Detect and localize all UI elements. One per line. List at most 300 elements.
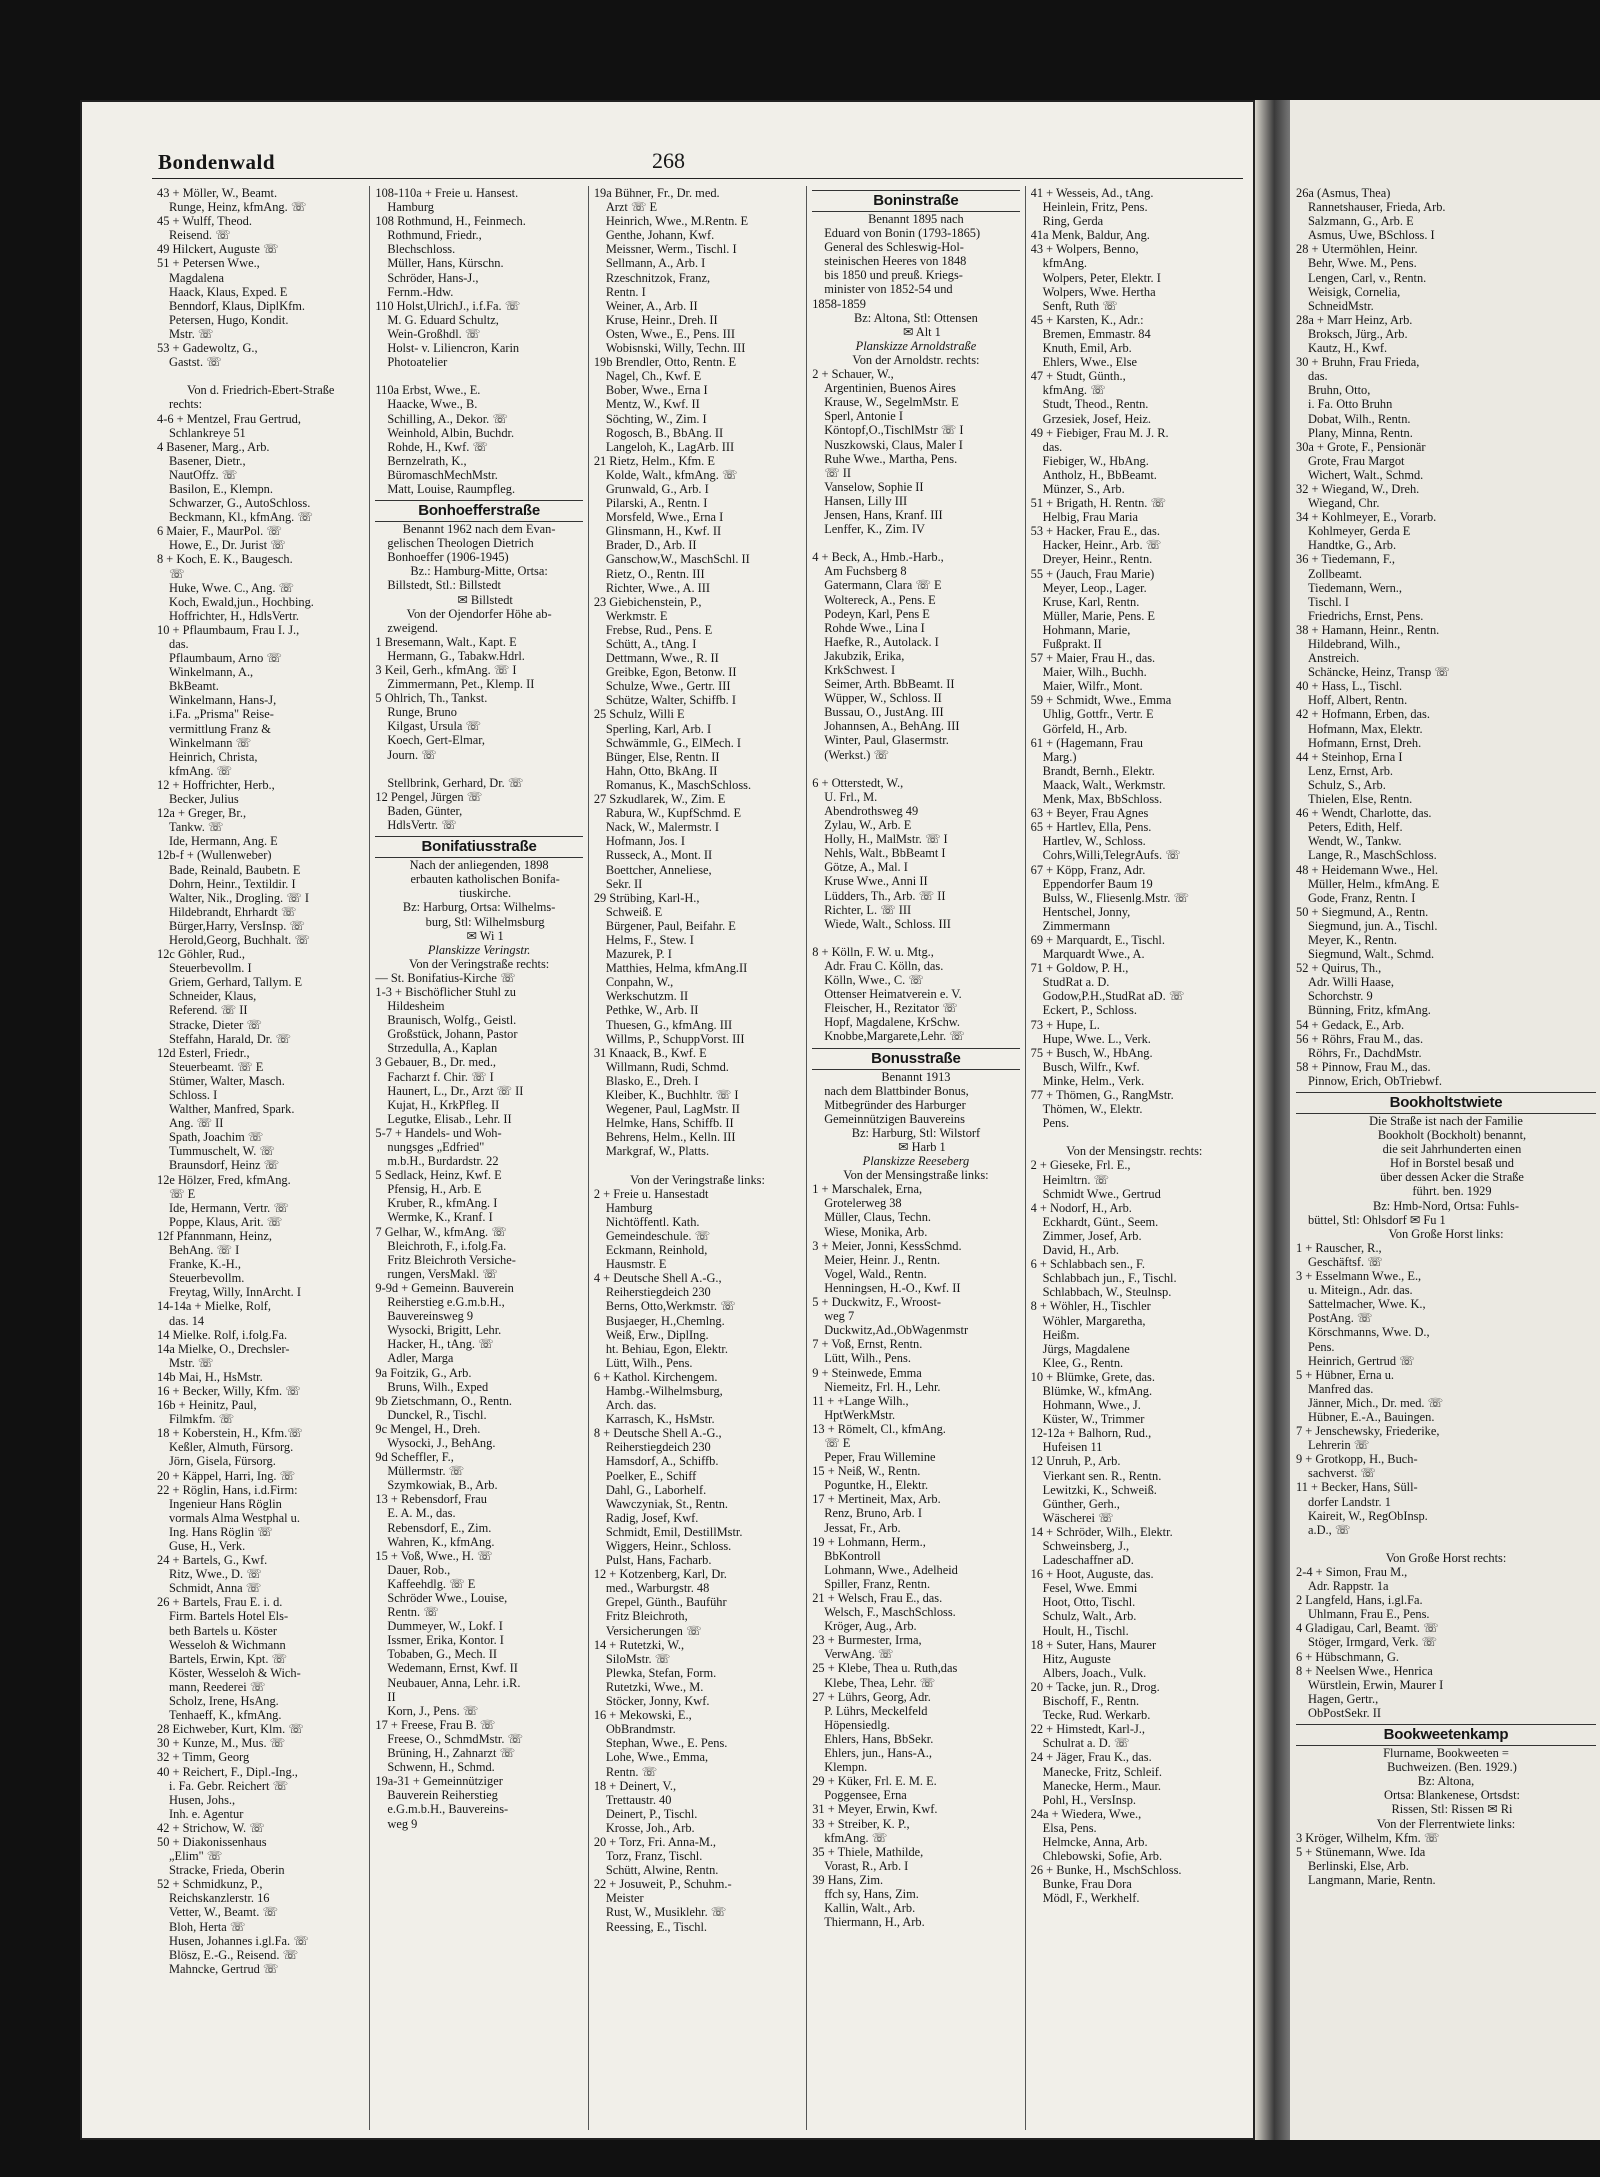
- directory-entry: 8 + Wöhler, H., Tischler: [1030, 1299, 1151, 1314]
- directory-entry: Vierkant sen. R., Rentn.: [1042, 1468, 1162, 1483]
- directory-entry: weg 7: [824, 1309, 855, 1324]
- directory-entry: Vetter, W., Beamt. ☏: [169, 1905, 278, 1920]
- directory-entry: Kautz, H., Kwf.: [1308, 341, 1388, 356]
- directory-entry: Lütt, Wilh., Pens.: [605, 1355, 693, 1370]
- directory-entry: 9-9d + Gemeinn. Bauverein: [375, 1280, 514, 1295]
- directory-entry: i. Fa. Gebr. Reichert ☏: [169, 1778, 289, 1793]
- directory-entry: Nack, W., Malermstr. I: [605, 820, 720, 835]
- directory-entry: Wobisnski, Willy, Techn. III: [605, 341, 746, 356]
- facing-page-column: [1296, 186, 1596, 2130]
- directory-entry: Bz.: Hamburg-Mitte, Ortsa:: [410, 564, 548, 579]
- directory-entry: Braunsdorf, Heinz ☏: [169, 1158, 280, 1173]
- directory-entry: 15 + Neiß, W., Rentn.: [812, 1464, 921, 1479]
- directory-entry: 9c Mengel, H., Dreh.: [375, 1421, 481, 1436]
- directory-entry: Uhlig, Gottfr., Vertr. E: [1042, 707, 1154, 722]
- directory-entry: Peper, Frau Willemine: [824, 1450, 936, 1465]
- directory-entry: Ehlers, Hans, BbSekr.: [824, 1731, 934, 1746]
- directory-entry: Handtke, G., Arb.: [1308, 538, 1397, 553]
- directory-entry: 51 + Brigath, H. Rentn. ☏: [1030, 496, 1166, 511]
- directory-entry: Winkelmann, A.,: [169, 665, 254, 680]
- directory-entry: Schwenn, H., Schmd.: [387, 1760, 495, 1775]
- directory-entry: Wahren, K., kfmAng.: [387, 1534, 495, 1549]
- directory-entry: Hacker, Heinr., Arb. ☏: [1042, 538, 1162, 553]
- directory-entry: Holst- v. Liliencron, Karin: [387, 341, 520, 356]
- directory-entry: 2 + Gieseke, Frl. E.,: [1030, 1158, 1131, 1173]
- directory-entry: Helmcke, Anna, Arb.: [1042, 1834, 1148, 1849]
- directory-entry: Versicherungen ☏: [605, 1623, 702, 1638]
- directory-entry: Schwarzer, G., AutoSchloss.: [169, 496, 311, 511]
- directory-entry: 30a + Grote, F., Pensionär: [1296, 439, 1426, 454]
- directory-entry: Senft, Ruth ☏: [1042, 298, 1118, 313]
- directory-entry: Müller, Marie, Pens. E: [1042, 608, 1155, 623]
- directory-entry: i. Fa. Otto Bruhn: [1308, 397, 1393, 412]
- directory-entry: 40 + Reichert, F., Dipl.-Ing.,: [157, 1764, 298, 1779]
- directory-entry: Müllermstr. ☏: [387, 1464, 465, 1479]
- directory-entry: Kaffeehdlg. ☏ E: [387, 1576, 476, 1591]
- directory-entry: 2 + Freie u. Hansestadt: [593, 1186, 709, 1201]
- directory-entry: 12 + Hoffrichter, Herb.,: [157, 777, 275, 792]
- directory-entry: Basener, Dietr.,: [169, 453, 246, 468]
- directory-entry: Lohe, Wwe., Emma,: [605, 1750, 709, 1765]
- directory-entry: 6 + Hübschmann, G.: [1296, 1649, 1400, 1664]
- directory-entry: Söchting, W., Zim. I: [605, 411, 707, 426]
- directory-entry: Godow,P.H.,StudRat aD. ☏: [1042, 989, 1185, 1004]
- directory-entry: Buchweizen. (Ben. 1929.): [1387, 1760, 1517, 1775]
- directory-entry: Schäncke, Heinz, Transp ☏: [1308, 665, 1450, 680]
- directory-entry: Winkelmann ☏: [169, 735, 252, 750]
- directory-entry: Gemeinnützigen Bauvereins: [824, 1111, 965, 1126]
- directory-entry: Zylau, W., Arb. E: [824, 818, 912, 833]
- map-reference: Planskizze Veringstr.: [427, 942, 531, 957]
- directory-entry: Schulz, Walt., Arb.: [1042, 1609, 1137, 1624]
- directory-entry: 16b + Heinitz, Paul,: [157, 1398, 257, 1413]
- directory-entry: das.: [1042, 439, 1063, 454]
- directory-entry: Korn, J., Pens. ☏: [387, 1703, 479, 1718]
- directory-entry: Stracke, Frieda, Oberin: [169, 1863, 285, 1878]
- directory-entry: ✉ Harb 1: [898, 1140, 946, 1154]
- directory-entry: 16 + Hoot, Auguste, das.: [1030, 1567, 1154, 1582]
- directory-entry: ☏: [169, 566, 185, 581]
- directory-entry: Bussau, O., JustAng. III: [824, 705, 944, 720]
- directory-entry: Vanselow, Sophie II: [824, 479, 924, 494]
- directory-entry: führt. ben. 1929: [1412, 1184, 1492, 1199]
- directory-entry: Adr. Frau C. Kölln, das.: [824, 958, 944, 973]
- directory-entry: HdlsVertr. ☏: [387, 818, 457, 833]
- directory-entry: 71 + Goldow, P. H.,: [1030, 961, 1129, 976]
- directory-entry: 1858-1859: [812, 296, 866, 311]
- directory-entry: 40 + Hass, L., Tischl.: [1296, 679, 1403, 694]
- directory-entry: 52 + Quirus, Th.,: [1296, 961, 1382, 976]
- directory-entry: Rothmund, Friedr.,: [387, 228, 482, 243]
- directory-entry: 5-7 + Handels- und Woh-: [375, 1125, 502, 1140]
- directory-entry: Schmidt, Anna ☏: [169, 1581, 262, 1596]
- directory-entry: Poppe, Klaus, Arit. ☏: [169, 1214, 283, 1229]
- directory-entry: Rebensdorf, E., Zim.: [387, 1520, 492, 1535]
- directory-entry: P. Lührs, Meckelfeld: [824, 1703, 928, 1718]
- directory-entry: Walther, Manfred, Spark.: [169, 1102, 295, 1117]
- directory-entry: Röhrs, Fr., DachdMstr.: [1308, 1045, 1422, 1060]
- directory-entry: 59 + Schmidt, Wwe., Emma: [1030, 693, 1172, 708]
- directory-entry: 12-12a + Balhorn, Rud.,: [1030, 1426, 1152, 1441]
- directory-entry: 14b Mai, H., HsMstr.: [157, 1369, 263, 1384]
- directory-entry: 19a Bühner, Fr., Dr. med.: [593, 186, 720, 200]
- directory-entry: Mazurek, P. I: [605, 947, 672, 962]
- directory-entry: Hentschel, Jonny,: [1042, 904, 1131, 919]
- directory-entry: General des Schleswig-Hol-: [824, 240, 964, 255]
- directory-entry: Ehlers, Wwe., Else: [1042, 355, 1138, 370]
- directory-entry: 54 + Gedack, E., Arb.: [1296, 1017, 1405, 1032]
- directory-entry: Von d. Friedrich-Ebert-Straße: [187, 383, 335, 398]
- directory-entry: Lehrerin ☏: [1308, 1438, 1370, 1453]
- directory-entry: Poelker, E., Schiff: [605, 1468, 697, 1483]
- directory-entry: Dreyer, Heinr., Rentn.: [1042, 552, 1153, 567]
- directory-entry: Kröger, Aug., Arb.: [824, 1619, 917, 1634]
- directory-entry: Blösz, E.-G., Reisend. ☏: [169, 1947, 299, 1962]
- directory-entry: 39 Hans, Zim.: [812, 1872, 884, 1887]
- directory-entry: Hermann, G., Tabakw.Hdrl.: [387, 648, 525, 663]
- directory-entry: Willms, P., SchuppVorst. III: [605, 1031, 745, 1046]
- directory-entry: Steffahn, Harald, Dr. ☏: [169, 1031, 291, 1046]
- directory-entry: Freytag, Willy, InnArcht. I: [169, 1285, 301, 1300]
- directory-entry: Willmann, Rudi, Schmd.: [605, 1059, 729, 1074]
- directory-entry: 24a + Wiedera, Wwe.,: [1030, 1806, 1142, 1821]
- directory-entry: 50 + Diakonissenhaus: [157, 1834, 267, 1849]
- directory-entry: Wiede, Walt., Schloss. III: [824, 916, 951, 931]
- directory-entry: Abendrothsweg 49: [824, 803, 919, 818]
- directory-entry: 9a Foitzik, G., Arb.: [375, 1365, 472, 1380]
- directory-entry: BkBeamt.: [169, 679, 219, 694]
- directory-entry: Langeloh, K., LagArb. III: [605, 439, 735, 454]
- directory-entry: 49 Hilckert, Auguste ☏: [157, 242, 279, 257]
- directory-entry: Mstr. ☏: [169, 1355, 214, 1370]
- directory-entry: Siegmund, jun. A., Tischl.: [1308, 918, 1438, 933]
- directory-entry: Jessat, Fr., Arb.: [824, 1520, 901, 1535]
- street-heading: Bonifatiusstraße: [375, 836, 582, 858]
- directory-entry: Wedemann, Ernst, Kwf. II: [387, 1661, 518, 1676]
- directory-entry: Hartlev, W., Schloss.: [1042, 834, 1146, 849]
- directory-entry: mann, Reederei ☏: [169, 1679, 266, 1694]
- directory-entry: Manecke, Herm., Maur.: [1042, 1778, 1161, 1793]
- directory-entry: Schulrat a. D. ☏: [1042, 1736, 1130, 1751]
- directory-entry: Müller, Hans, Kürschn.: [387, 256, 504, 271]
- directory-entry: Bonhoeffer (1906-1945): [387, 550, 509, 565]
- directory-entry: das.: [1308, 369, 1328, 384]
- directory-entry: Von der Arnoldstr. rechts:: [852, 352, 980, 367]
- directory-entry: 10 + Pflaumbaum, Frau I. J.,: [157, 622, 300, 637]
- directory-entry: Gode, Franz, Rentn. I: [1308, 890, 1416, 905]
- directory-entry: Steuerbevollm.: [169, 1271, 245, 1286]
- directory-entry: Tiedemann, Wern.,: [1308, 580, 1402, 595]
- directory-entry: Mstr. ☏: [169, 326, 214, 341]
- directory-entry: Bauverein Reiherstieg: [387, 1788, 498, 1803]
- directory-entry: PostAng. ☏: [1308, 1311, 1373, 1326]
- directory-entry: BehAng. ☏ I: [169, 1243, 240, 1258]
- directory-entry: Ide, Hermann, Ang. E: [169, 834, 278, 849]
- directory-entry: 5 Sedlack, Heinz, Kwf. E: [375, 1168, 502, 1183]
- directory-entry: dorfer Landstr. 1: [1308, 1494, 1391, 1509]
- directory-entry: Wawczyniak, St., Rentn.: [605, 1496, 729, 1511]
- directory-entry: Schröder, Hans-J.,: [387, 270, 479, 285]
- directory-entry: 30 + Bruhn, Frau Frieda,: [1296, 355, 1420, 370]
- directory-entry: 53 + Gadewoltz, G.,: [157, 341, 258, 356]
- directory-entry: Grzesiek, Josef, Heiz.: [1042, 411, 1152, 426]
- column-5: [1026, 186, 1243, 2130]
- directory-entry: Meyer, Leop., Lager.: [1042, 580, 1147, 595]
- directory-entry: Hamsdorf, A., Schiffb.: [605, 1454, 719, 1469]
- directory-entry: Rust, W., Musiklehr. ☏: [605, 1905, 727, 1920]
- directory-entry: Nach der anliegenden, 1898: [409, 858, 549, 873]
- directory-entry: Krause, W., SegelmMstr. E: [824, 395, 959, 410]
- directory-entry: BüromaschMechMstr.: [387, 467, 498, 482]
- directory-entry: Hoot, Otto, Tischl.: [1042, 1595, 1136, 1610]
- directory-entry: Wegener, Paul, LagMstr. II: [605, 1102, 740, 1117]
- directory-entry: Runge, Heinz, kfmAng. ☏: [169, 200, 307, 215]
- directory-entry: Rogosch, B., BbAng. II: [605, 425, 724, 440]
- directory-entry: Chlebowski, Sofie, Arb.: [1042, 1849, 1163, 1864]
- directory-entry: Fritz Bleichroth,: [605, 1609, 688, 1624]
- directory-entry: 110 Holst,UlrichJ., i.f.Fa. ☏: [375, 298, 521, 313]
- directory-entry: Bunke, Frau Dora: [1042, 1877, 1132, 1892]
- directory-entry: 1 + Marschalek, Erna,: [812, 1182, 923, 1197]
- directory-entry: Benannt 1962 nach dem Evan-: [402, 522, 556, 537]
- directory-entry: Körschmanns, Wwe. D.,: [1308, 1325, 1430, 1340]
- directory-entry: Kaireit, W., RegObInsp.: [1308, 1508, 1428, 1523]
- directory-entry: Eppendorfer Baum 19: [1042, 876, 1153, 891]
- directory-entry: Manecke, Fritz, Schleif.: [1042, 1764, 1163, 1779]
- directory-entry: 14a Mielke, O., Drechsler-: [157, 1341, 290, 1356]
- directory-entry: Schütze, Walter, Schiffb. I: [605, 693, 736, 708]
- directory-entry: Reiherstieg e.G.m.b.H.,: [387, 1295, 505, 1310]
- directory-entry: Heinrich, Gertrud ☏: [1308, 1353, 1415, 1368]
- directory-entry: 45 + Wulff, Theod.: [157, 214, 252, 229]
- directory-entry: 11 + Becker, Hans, Süll-: [1296, 1480, 1418, 1495]
- directory-entry: Brüning, H., Zahnarzt ☏: [387, 1746, 516, 1761]
- directory-entry: 110a Erbst, Wwe., E.: [375, 383, 481, 398]
- directory-entry: Renz, Bruno, Arb. I: [824, 1506, 922, 1521]
- directory-entry: Argentinien, Buenos Aires: [824, 381, 956, 396]
- directory-entry: Kruse, Karl, Rentn.: [1042, 594, 1140, 609]
- directory-entry: Photoatelier: [387, 355, 448, 370]
- directory-entry: Freese, O., SchmdMstr. ☏: [387, 1731, 524, 1746]
- directory-entry: Bremen, Emmastr. 84: [1042, 326, 1151, 341]
- directory-entry: Bz: Altona, Stl: Ottensen: [853, 310, 978, 325]
- directory-entry: Wermke, K., Kranf. I: [387, 1210, 493, 1225]
- directory-entry: Kallin, Walt., Arb.: [824, 1901, 916, 1916]
- column-1: [152, 186, 370, 2130]
- directory-entry: Stöcker, Jonny, Kwf.: [605, 1694, 710, 1709]
- directory-entry: 9 + Grotkopp, H., Buch-: [1296, 1452, 1418, 1467]
- directory-entry: Steuerbevollm. I: [169, 961, 252, 976]
- directory-entry: Langmann, Marie, Rentn.: [1308, 1872, 1436, 1887]
- directory-entry: Maier, Wilh., Buchh.: [1042, 665, 1147, 680]
- column-4: [807, 186, 1025, 2130]
- directory-entry: Maack, Walt., Werkmstr.: [1042, 777, 1166, 792]
- directory-entry: Bruhn, Otto,: [1308, 383, 1371, 398]
- directory-entry: 20 + Torz, Fri. Anna-M.,: [593, 1834, 717, 1849]
- directory-entry: ffch sy, Hans, Zim.: [824, 1886, 919, 1901]
- directory-entry: 26 + Bunke, H., MschSchloss.: [1030, 1863, 1182, 1878]
- directory-entry: Poguntke, H., Elektr.: [824, 1478, 929, 1493]
- directory-entry: Spath, Joachim ☏: [169, 1130, 264, 1145]
- directory-entry: „Elim" ☏: [169, 1849, 223, 1864]
- street-heading: Boninstraße: [812, 190, 1019, 212]
- directory-entry: 5 + Stünemann, Wwe. Ida: [1296, 1844, 1426, 1859]
- header-rule: [152, 178, 1243, 179]
- directory-entry: 12 Pengel, Jürgen ☏: [375, 789, 483, 804]
- directory-entry: steinischen Heeres von 1848: [824, 254, 967, 269]
- directory-entry: 26 + Bartels, Frau E. i. d.: [157, 1595, 283, 1610]
- directory-entry: Boettcher, Anneliese,: [605, 862, 712, 877]
- directory-entry: Koech, Gert-Elmar,: [387, 733, 485, 748]
- directory-entry: Morsfeld, Wwe., Erna I: [605, 510, 724, 525]
- directory-entry: Mahncke, Gertrud ☏: [169, 1961, 279, 1976]
- directory-entry: 52 + Schmidkunz, P.,: [157, 1877, 263, 1892]
- directory-entry: (Werkst.) ☏: [824, 747, 889, 762]
- directory-entry: E. A. M., das.: [387, 1506, 456, 1521]
- directory-entry: Duckwitz,Ad.,ObWagenmstr: [824, 1323, 969, 1338]
- directory-entry: Hambg.-Wilhelmsburg,: [605, 1383, 723, 1398]
- directory-entry: die seit Jahrhunderten einen: [1382, 1142, 1522, 1157]
- directory-entry: 14 Mielke. Rolf, i.folg.Fa.: [157, 1327, 288, 1342]
- directory-entry: Bruns, Wilh., Exped: [387, 1379, 489, 1394]
- directory-entry: Hohmann, Wwe., J.: [1042, 1398, 1141, 1413]
- directory-entry: Haunert, L., Dr., Arzt ☏ II: [387, 1083, 524, 1098]
- directory-entry: Ang. ☏ II: [169, 1116, 224, 1131]
- directory-entry: 31 + Meyer, Erwin, Kwf.: [812, 1802, 938, 1817]
- directory-entry: 42 + Strichow, W. ☏: [157, 1820, 265, 1835]
- directory-entry: Adr. Rappstr. 1a: [1308, 1579, 1389, 1594]
- directory-entry: Ing. Hans Röglin ☏: [169, 1524, 273, 1539]
- facing-page: [1290, 100, 1600, 2140]
- directory-entry: Eckhardt, Günt., Seem.: [1042, 1214, 1159, 1229]
- directory-entry: Runge, Bruno: [387, 705, 457, 720]
- directory-entry: Henningsen, H.-O., Kwf. II: [824, 1280, 961, 1295]
- directory-entry: Gatermann, Clara ☏ E: [824, 578, 942, 593]
- page-number: 268: [652, 148, 685, 173]
- directory-entry: Issmer, Erika, Kontor. I: [387, 1633, 504, 1648]
- directory-entry: 24 + Jäger, Frau K., das.: [1030, 1750, 1152, 1765]
- directory-entry: Zollbeamt.: [1308, 566, 1363, 581]
- directory-entry: Hansen, Lilly III: [824, 493, 908, 508]
- directory-entry: Gastst. ☏: [169, 355, 222, 370]
- directory-entry: Uhlmann, Frau E., Pens.: [1308, 1607, 1430, 1622]
- directory-entry: Osten, Wwe., E., Pens. III: [605, 326, 735, 341]
- directory-entry: Markgraf, W., Platts.: [605, 1144, 710, 1159]
- directory-entry: Hagen, Gertr.,: [1308, 1691, 1379, 1706]
- directory-entry: 41a Menk, Baldur, Ang.: [1030, 228, 1150, 243]
- directory-entry: Niemeitz, Frl. H., Lehr.: [824, 1379, 941, 1394]
- directory-entry: Broksch, Jürg., Arb.: [1308, 326, 1408, 341]
- directory-entry: Görfeld, H., Arb.: [1042, 721, 1128, 736]
- spacer: [375, 762, 582, 776]
- directory-entry: Ottenser Heimatverein e. V.: [824, 987, 962, 1002]
- directory-entry: Höpensiedlg.: [824, 1717, 890, 1732]
- directory-entry: Kleiber, K., Buchhltr. ☏ I: [605, 1088, 739, 1102]
- directory-entry: Schröder Wwe., Louise,: [387, 1591, 508, 1605]
- directory-entry: Asmus, Uwe, BSchloss. I: [1308, 228, 1435, 243]
- directory-entry: 5 + Duckwitz, F., Wroost-: [812, 1295, 942, 1310]
- directory-entry: Wolpers, Wwe. Hertha: [1042, 284, 1156, 299]
- directory-entry: Vogel, Wald., Rentn.: [824, 1266, 927, 1281]
- directory-entry: Steuerbeamt. ☏ E: [169, 1059, 264, 1074]
- directory-entry: — St. Bonifatius-Kirche ☏: [375, 970, 516, 985]
- directory-entry: Rissen, Stl: Rissen ✉ Ri: [1391, 1802, 1513, 1817]
- directory-entry: 8 + Koch, E. K., Baugesch.: [157, 552, 293, 567]
- directory-entry: Jakubzik, Erika,: [824, 648, 905, 663]
- directory-entry: kfmAng. ☏: [169, 763, 232, 778]
- directory-entry: Koch, Ewald,jun., Hochbing.: [169, 594, 314, 609]
- directory-entry: e.G.m.b.H., Bauvereins-: [387, 1802, 509, 1817]
- directory-entry: Wysocki, Brigitt, Lehr.: [387, 1323, 502, 1338]
- directory-entry: Rentn. ☏: [605, 1764, 658, 1779]
- directory-entry: 45 + Karsten, K., Adr.:: [1030, 312, 1144, 327]
- directory-entry: Herold,Georg, Buchhalt. ☏: [169, 932, 310, 947]
- directory-entry: Nehls, Walt., BbBeamt I: [824, 846, 946, 861]
- directory-entry: 8 + Kölln, F. W. u. Mtg.,: [812, 944, 934, 959]
- directory-entry: 18 + Deinert, V.,: [593, 1778, 677, 1793]
- directory-entry: 32 + Timm, Georg: [157, 1750, 250, 1765]
- directory-entry: Wolpers, Peter, Elektr. I: [1042, 270, 1161, 285]
- directory-entry: Wendt, W., Tankw.: [1308, 834, 1402, 849]
- directory-entry: Hitz, Auguste: [1042, 1651, 1111, 1666]
- directory-entry: SchneidMstr.: [1308, 298, 1374, 313]
- directory-entry: Ganschow,W., MaschSchl. II: [605, 552, 750, 567]
- directory-entry: ObBrandmstr.: [605, 1722, 676, 1737]
- directory-entry: II: [387, 1689, 396, 1704]
- directory-entry: beth Bartels u. Köster: [169, 1623, 278, 1638]
- directory-entry: 67 + Köpp, Franz, Adr.: [1030, 862, 1146, 877]
- directory-entry: Grepel, Günth., Bauführ: [605, 1595, 727, 1610]
- directory-entry: Berns, Otto,Werkmstr. ☏: [605, 1299, 736, 1314]
- directory-entry: 10 + Blümke, Grete, das.: [1030, 1369, 1155, 1384]
- directory-entry: Kölln, Wwe., C. ☏: [824, 973, 924, 988]
- directory-entry: Bünning, Fritz, kfmAng.: [1308, 1003, 1431, 1018]
- directory-entry: 3 Kröger, Wilhelm, Kfm. ☏: [1296, 1830, 1440, 1845]
- directory-entry: Podeyn, Karl, Pens E: [824, 606, 930, 621]
- directory-entry: Pulst, Hans, Facharb.: [605, 1553, 712, 1568]
- directory-entry: 56 + Röhrs, Frau M., das.: [1296, 1031, 1424, 1046]
- directory-entry: Tenhaeff, K., kfmAng.: [169, 1708, 282, 1723]
- directory-entry: 75 + Busch, W., HbAng.: [1030, 1045, 1153, 1060]
- directory-entry: Hofmann, Max, Elektr.: [1308, 721, 1423, 736]
- directory-entry: Kujat, H., KrkPfleg. II: [387, 1097, 500, 1112]
- directory-entry: 19 + Lohmann, Herm.,: [812, 1534, 926, 1549]
- directory-entry: burg, Stl: Wilhelmsburg: [425, 914, 545, 929]
- directory-entry: Fesel, Wwe. Emmi: [1042, 1581, 1138, 1596]
- directory-entry: Am Fuchsberg 8: [824, 564, 907, 579]
- directory-entry: Bernzelrath, K.,: [387, 453, 467, 468]
- directory-entry: Bade, Reinald, Baubetn. E: [169, 862, 301, 877]
- directory-entry: Radig, Josef, Kwf.: [605, 1510, 699, 1525]
- directory-entry: Filmkfm. ☏: [169, 1412, 235, 1427]
- directory-entry: Bulss, W., Fliesenlg.Mstr. ☏: [1042, 890, 1189, 905]
- directory-entry: ✉ Wi 1: [466, 928, 504, 943]
- directory-entry: Haacke, Wwe., B.: [387, 397, 478, 412]
- directory-entry: 43 + Wolpers, Benno,: [1030, 242, 1139, 257]
- directory-entry: 28a + Marr Heinz, Arb.: [1296, 312, 1413, 327]
- directory-entry: Richter, Wwe., A. III: [605, 580, 711, 595]
- directory-entry: Von der Veringstraße links:: [630, 1172, 765, 1187]
- directory-entry: 12a + Greger, Br.,: [157, 806, 247, 821]
- directory-entry: Rietz, O., Rentn. III: [605, 566, 705, 581]
- directory-entry: 31 Knaack, B., Kwf. E: [593, 1045, 707, 1060]
- directory-entry: Nuszkowski, Claus, Maler I: [824, 437, 963, 452]
- directory-entry: Köntopf,O.,TischlMstr ☏ I: [824, 423, 964, 438]
- directory-entry: Krosse, Joh., Arb.: [605, 1820, 695, 1835]
- directory-entry: BbKontroll: [824, 1548, 881, 1563]
- directory-entry: Fiebiger, W., HbAng.: [1042, 453, 1149, 468]
- directory-entry: Von der Mensingstraße links:: [843, 1168, 989, 1183]
